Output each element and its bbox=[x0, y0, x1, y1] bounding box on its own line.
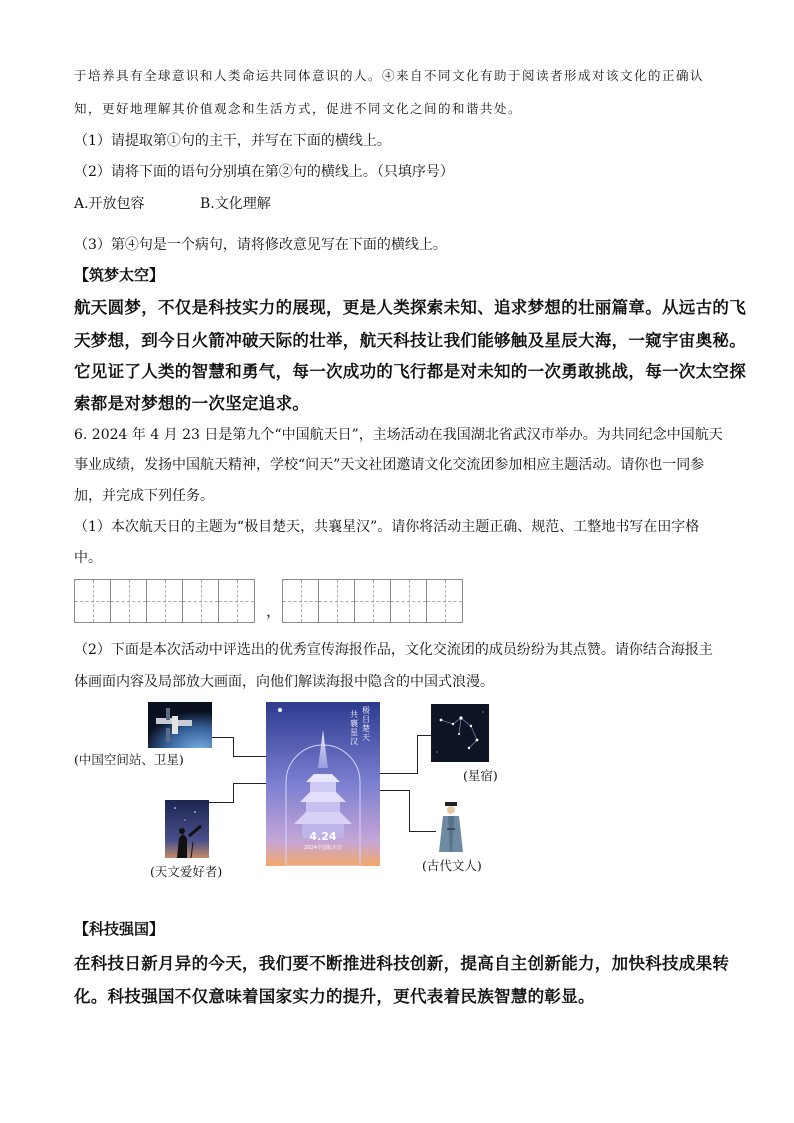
tianzige-cell[interactable] bbox=[74, 579, 111, 623]
section1-para-line-1: 航天圆梦，不仅是科技实力的展现，更是人类探索未知、追求梦想的壮丽篇章。从远古的飞 bbox=[74, 298, 746, 317]
grid-comma: ， bbox=[266, 602, 282, 620]
connector-scholar-h2 bbox=[409, 831, 436, 832]
question-2: （2）请将下面的语句分别填在第②句的横线上。（只填序号） bbox=[74, 164, 454, 180]
section2-line-2: 化。科技强国不仅意味着国家实力的提升，更代表着民族智慧的彰显。 bbox=[74, 987, 595, 1006]
q6-line-2: 事业成绩，发扬中国航天精神，学校“问天”天文社团邀请文化交流团参加相应主题活动。请你也一同参 bbox=[74, 457, 705, 473]
astronomer-image bbox=[165, 800, 209, 858]
tianzige-grid-left[interactable] bbox=[74, 579, 254, 623]
tianzige-cell[interactable] bbox=[146, 579, 183, 623]
poster-title-col-1: 极目楚天 bbox=[362, 706, 370, 742]
q6-line-1: 6. 2024 年 4 月 23 日是第九个“中国航天日”，主场活动在我国湖北省武汉市举办。为共同纪念中国航天 bbox=[74, 427, 723, 443]
q6-sub2-line-1: （2）下面是本次活动中评选出的优秀宣传海报作品，文化交流团的成员纷纷为其点赞。请你结合海报主 bbox=[74, 642, 713, 658]
q6-sub1-line-1: （1）本次航天日的主题为“极目楚天，共襄星汉”。请你将活动主题正确、规范、工整地书写在田字格 bbox=[74, 519, 700, 535]
poster-date: 4.24 bbox=[309, 830, 337, 843]
intro-line-2: 知，更好地理解其价值观念和生活方式，促进不同文化之间的和谐共处。 bbox=[74, 101, 523, 116]
connector-stars-h2 bbox=[417, 735, 431, 736]
option-b: B.文化理解 bbox=[200, 196, 271, 212]
space-station-image bbox=[148, 702, 212, 748]
caption-constellation: (星宿) bbox=[463, 768, 498, 783]
connector-station-h2 bbox=[233, 756, 266, 757]
caption-space-station: (中国空间站、卫星) bbox=[74, 752, 184, 767]
section1-para-line-2: 天梦想，到今日火箭冲破天际的壮举，航天科技让我们能够触及星辰大海，一窥宇宙奥秘。 bbox=[74, 331, 746, 350]
question-3: （3）第④句是一个病句，请将修改意见写在下面的横线上。 bbox=[74, 237, 447, 253]
constellation-image bbox=[431, 704, 489, 762]
tianzige-cell[interactable] bbox=[282, 579, 319, 623]
question-1: （1）请提取第①句的主干，并写在下面的横线上。 bbox=[74, 133, 391, 149]
connector-stars-h1 bbox=[380, 773, 418, 774]
tianzige-cell[interactable] bbox=[354, 579, 391, 623]
tianzige-cell[interactable] bbox=[218, 579, 255, 623]
poster-title-col-2: 共襄星汉 bbox=[350, 710, 358, 746]
connector-astronomer-h1 bbox=[209, 802, 233, 803]
connector-scholar-h1 bbox=[380, 790, 410, 791]
q6-sub2-line-2: 体画面内容及局部放大画面，向他们解读海报中隐含的中国式浪漫。 bbox=[74, 674, 494, 690]
connector-station-v bbox=[233, 737, 234, 757]
connector-astronomer-h2 bbox=[233, 783, 266, 784]
ancient-scholar-image bbox=[436, 800, 466, 854]
tianzige-cell[interactable] bbox=[390, 579, 427, 623]
caption-astronomer: (天文爱好者) bbox=[150, 864, 223, 879]
tianzige-cell[interactable] bbox=[318, 579, 355, 623]
tianzige-cell[interactable] bbox=[110, 579, 147, 623]
q6-line-3: 加，并完成下列任务。 bbox=[74, 488, 214, 504]
poster-image bbox=[266, 702, 380, 866]
connector-stars-v bbox=[417, 735, 418, 774]
section2-line-1: 在科技日新月异的今天，我们要不断推进科技创新，提高自主创新能力，加快科技成果转 bbox=[74, 954, 730, 973]
tianzige-cell[interactable] bbox=[182, 579, 219, 623]
section-title-dream: 【筑梦太空】 bbox=[74, 266, 165, 284]
tianzige-grid-right[interactable] bbox=[282, 579, 462, 623]
tianzige-cell[interactable] bbox=[426, 579, 463, 623]
section1-para-line-3: 它见证了人类的智慧和勇气，每一次成功的飞行都是对未知的一次勇敢挑战，每一次太空探 bbox=[74, 362, 746, 381]
connector-scholar-v bbox=[409, 790, 410, 832]
q6-sub1-line-2: 中。 bbox=[74, 550, 102, 566]
option-a: A.开放包容 bbox=[74, 196, 145, 212]
section1-para-line-4: 索都是对梦想的一次坚定追求。 bbox=[74, 394, 310, 413]
intro-line-1: 于培养具有全球意识和人类命运共同体意识的人。④来自不同文化有助于阅读者形成对该文化的正确认 bbox=[74, 68, 705, 83]
connector-astronomer-v bbox=[233, 783, 234, 803]
section-title-tech: 【科技强国】 bbox=[74, 920, 165, 938]
poster-subtitle: 2024中国航天日 bbox=[304, 845, 342, 851]
connector-station-h1 bbox=[212, 737, 234, 738]
caption-scholar: (古代文人) bbox=[422, 858, 482, 873]
